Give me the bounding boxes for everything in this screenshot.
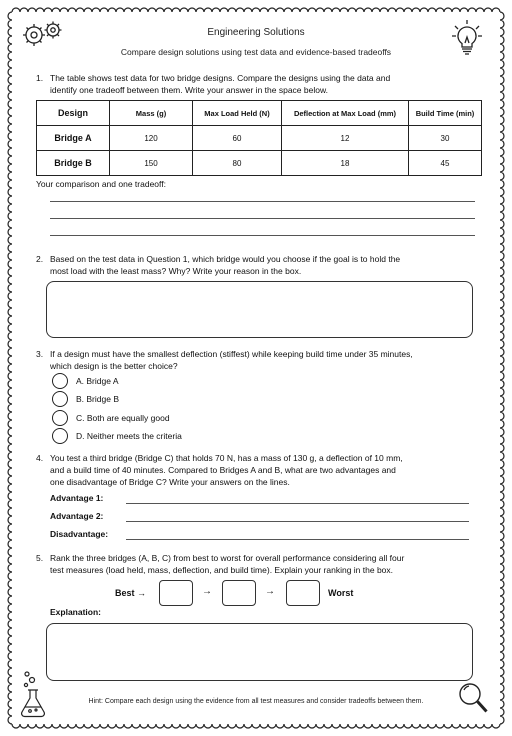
page-title: Engineering Solutions xyxy=(207,27,305,38)
option-label: D. Neither meets the criteria xyxy=(76,431,182,441)
radio-circle[interactable] xyxy=(52,410,68,426)
rank-box-2[interactable] xyxy=(222,580,256,606)
option-label: A. Bridge A xyxy=(76,376,119,386)
question-number: 1. xyxy=(36,73,44,83)
question-number: 2. xyxy=(36,254,44,264)
explanation-label: Explanation: xyxy=(50,607,102,617)
answer-box[interactable] xyxy=(46,281,473,338)
question-text-line: most load with the least mass? Why? Write your reason in the box. xyxy=(50,266,302,276)
table-header-cell: Build Time (min) xyxy=(409,101,482,126)
option-label: C. Both are equally good xyxy=(76,413,170,423)
table-cell: Bridge B xyxy=(37,151,110,176)
advantage-2-label: Advantage 2: xyxy=(50,511,104,521)
question-2 xyxy=(36,253,486,279)
table-cell: Bridge A xyxy=(37,126,110,151)
advantage-2-line[interactable] xyxy=(126,521,469,522)
table-cell: 30 xyxy=(409,126,482,151)
question-text-line: The table shows test data for two bridge designs. Compare the designs using the data and xyxy=(50,73,391,83)
table-cell: 120 xyxy=(110,126,193,151)
question-text-line: test measures (load held, mass, deflection, and build time). Explain your ranking in the box. xyxy=(50,565,394,575)
question-text-line: identify one tradeoff between them. Write your answer in the space below. xyxy=(50,85,328,95)
question-text-line: one disadvantage of Bridge C? Write your answers on the lines. xyxy=(50,477,290,487)
answer-line[interactable] xyxy=(50,218,475,219)
question-text-line: Based on the test data in Question 1, which bridge would you choose if the goal is to hold the xyxy=(50,254,401,264)
table-header-cell: Design xyxy=(37,101,110,126)
question-number: 4. xyxy=(36,453,44,463)
table-row xyxy=(37,151,482,176)
table-header-cell: Deflection at Max Load (mm) xyxy=(282,101,409,126)
answer-line[interactable] xyxy=(50,235,475,236)
disadvantage-line[interactable] xyxy=(126,539,469,540)
question-text-line: and a build time of 40 minutes. Compared to Bridges A and B, what are two advantages and xyxy=(50,465,396,475)
explanation-box[interactable] xyxy=(46,623,473,681)
question-text-line: Rank the three bridges (A, B, C) from best to worst for overall performance considering all four xyxy=(50,553,405,563)
advantage-1-label: Advantage 1: xyxy=(50,493,104,503)
flask-icon xyxy=(18,670,48,723)
question-3 xyxy=(36,348,486,374)
hint-text: Hint: Compare each design using the evidence from all test measures and consider tradeoffs between them. xyxy=(88,698,424,705)
question-text-line: which design is the better choice? xyxy=(50,361,178,371)
table-cell: 18 xyxy=(282,151,409,176)
magnifier-icon xyxy=(456,680,490,723)
question-1 xyxy=(36,72,486,98)
bridge-data-table xyxy=(36,100,482,176)
table-cell: 80 xyxy=(193,151,282,176)
table-header-cell: Max Load Held (N) xyxy=(193,101,282,126)
disadvantage-label: Disadvantage: xyxy=(50,529,109,539)
table-header-row xyxy=(37,101,482,126)
table-cell: 12 xyxy=(282,126,409,151)
question-text-line: You test a third bridge (Bridge C) that holds 70 N, has a mass of 130 g, a deflection of 10 mm, xyxy=(50,453,403,463)
question-number: 3. xyxy=(36,349,44,359)
question-5 xyxy=(36,552,486,578)
rank-box-3[interactable] xyxy=(286,580,320,606)
question-4 xyxy=(36,452,486,490)
answer-line[interactable] xyxy=(50,201,475,202)
radio-circle[interactable] xyxy=(52,428,68,444)
radio-circle[interactable] xyxy=(52,373,68,389)
table-cell: 60 xyxy=(193,126,282,151)
arrow-icon: → xyxy=(265,586,275,597)
arrow-icon: → xyxy=(202,586,212,597)
rank-box-1[interactable] xyxy=(159,580,193,606)
question-text-line: If a design must have the smallest deflection (stiffest) while keeping build time under 35 minutes, xyxy=(50,349,413,359)
table-cell: 45 xyxy=(409,151,482,176)
table-cell: 150 xyxy=(110,151,193,176)
advantage-1-line[interactable] xyxy=(126,503,469,504)
question-number: 5. xyxy=(36,553,44,563)
worst-label: Worst xyxy=(328,588,354,598)
radio-circle[interactable] xyxy=(52,391,68,407)
page-subtitle: Compare design solutions using test data and evidence-based tradeoffs xyxy=(120,47,392,57)
table-header-cell: Mass (g) xyxy=(110,101,193,126)
option-label: B. Bridge B xyxy=(76,394,119,404)
answer-prompt: Your comparison and one tradeoff: xyxy=(36,179,166,189)
best-label: Best → xyxy=(115,588,147,598)
table-row xyxy=(37,126,482,151)
